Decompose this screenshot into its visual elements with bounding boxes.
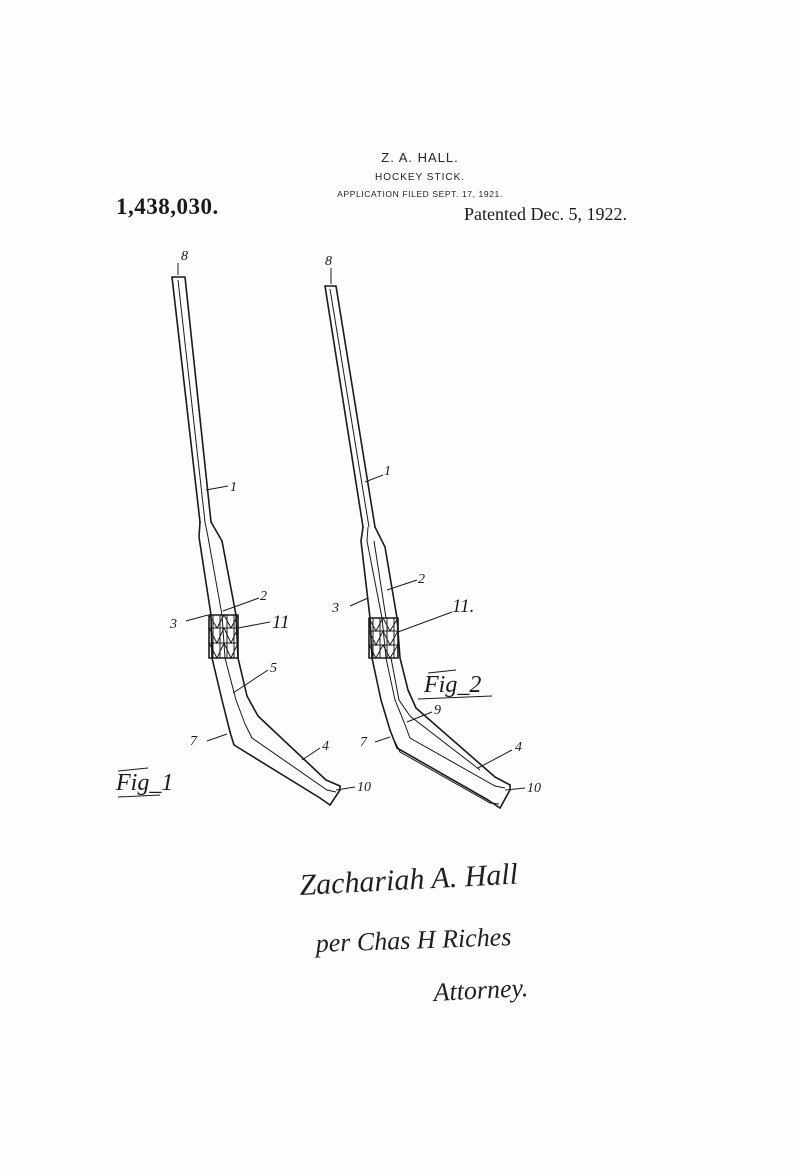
fig1-ref-10: 10	[357, 780, 371, 795]
fig1-ref-2: 2	[260, 589, 267, 604]
attorney-signature: per Chas H Riches	[315, 922, 512, 958]
fig1-ref-5: 5	[270, 661, 277, 676]
patent-date: Patented Dec. 5, 1922.	[464, 204, 627, 224]
fig1-ref-8: 8	[181, 249, 188, 264]
fig1-ref-7: 7	[190, 734, 197, 749]
fig2-ref-7: 7	[360, 735, 367, 750]
inventor-signature: Zachariah A. Hall	[298, 857, 519, 902]
fig1-ref-4: 4	[322, 739, 329, 754]
fig2-ref-8: 8	[325, 254, 332, 269]
fig1-ref-3: 3	[170, 617, 177, 632]
patent-number: 1,438,030.	[116, 194, 219, 219]
attorney-label: Attorney.	[432, 973, 529, 1007]
fig2-ref-11: 11.	[452, 596, 475, 617]
inventor-name: Z. A. HALL.	[381, 150, 459, 165]
figure-2-caption: Fig_2	[424, 672, 482, 698]
fig2-ref-4: 4	[515, 740, 522, 755]
fig2-ref-2: 2	[418, 572, 425, 587]
fig2-ref-3: 3	[332, 601, 339, 616]
fig2-ref-10: 10	[527, 781, 541, 796]
figure-1-caption: Fig_1	[116, 770, 174, 796]
fig1-ref-11: 11	[272, 612, 290, 633]
signature-block	[299, 858, 529, 1008]
application-filed: APPLICATION FILED SEPT. 17, 1921.	[337, 189, 503, 199]
fig2-ref-9: 9	[434, 703, 441, 718]
figure-2-hockey-stick	[325, 254, 541, 808]
fig2-ref-1: 1	[384, 464, 391, 479]
invention-title: HOCKEY STICK.	[374, 172, 466, 183]
fig1-ref-1: 1	[230, 480, 237, 495]
